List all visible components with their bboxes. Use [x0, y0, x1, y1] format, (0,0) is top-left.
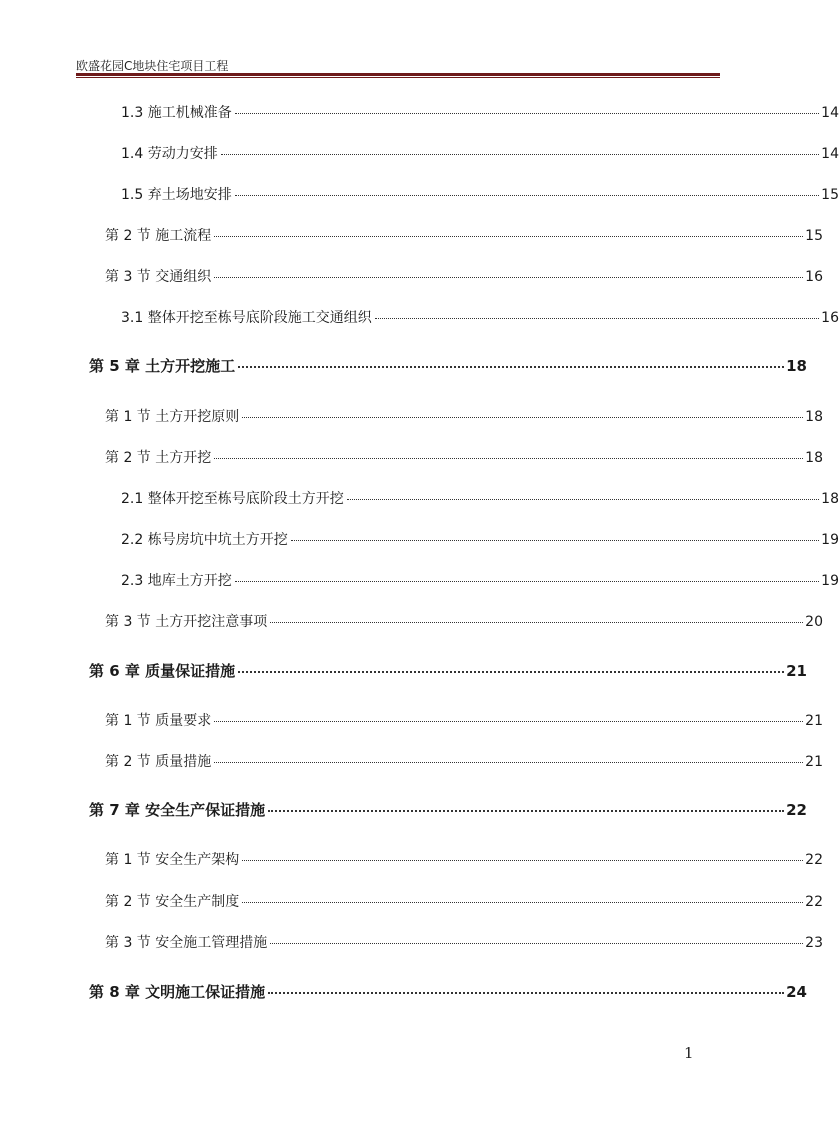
- toc-entry-number: 1.3: [121, 105, 144, 121]
- toc-entry-title: 整体开挖至栋号底阶段施工交通组织: [147, 310, 372, 326]
- toc-entry-page: 14: [821, 105, 839, 121]
- toc-entry[interactable]: [0, 225, 823, 245]
- toc-entry-number: 第 2 节: [105, 450, 151, 466]
- toc-entry-title: 施工机械准备: [147, 105, 232, 121]
- toc-entry-number: 第 8 章: [89, 983, 140, 1001]
- toc-entry-title: 劳动力安排: [147, 146, 218, 162]
- toc-dot-leader: [214, 458, 803, 459]
- toc-entry-number: 2.3: [121, 573, 144, 589]
- toc-entry[interactable]: [0, 751, 823, 771]
- toc-entry-number: 第 2 节: [105, 894, 151, 910]
- toc-entry-title: 质量措施: [155, 754, 212, 770]
- toc-entry-page: 20: [805, 614, 823, 630]
- toc-entry-number: 1.5: [121, 187, 144, 203]
- toc-entry-number: 第 3 节: [105, 614, 151, 630]
- toc-entry-page: 22: [786, 801, 807, 819]
- toc-dot-leader: [347, 499, 819, 500]
- toc-entry-title: 质量保证措施: [145, 662, 236, 680]
- toc-entry-number: 第 2 节: [105, 228, 151, 244]
- toc-entry-page: 23: [805, 935, 823, 951]
- toc-dot-leader: [238, 671, 784, 673]
- toc-entry-number: 第 1 节: [105, 852, 151, 868]
- toc-entry[interactable]: [0, 891, 823, 911]
- toc-entry-title: 土方开挖施工: [145, 357, 236, 375]
- toc-entry-title: 土方开挖: [155, 450, 212, 466]
- toc-entry[interactable]: [0, 143, 839, 163]
- toc-entry-page: 18: [786, 357, 807, 375]
- toc-entry-page: 19: [821, 532, 839, 548]
- toc-entry-page: 15: [805, 228, 823, 244]
- toc-dot-leader: [242, 860, 803, 861]
- toc-entry-page: 14: [821, 146, 839, 162]
- toc-entry-number: 1.4: [121, 146, 144, 162]
- toc-entry-page: 21: [805, 754, 823, 770]
- toc-entry[interactable]: [0, 184, 839, 204]
- toc-entry[interactable]: [0, 570, 839, 590]
- toc-dot-leader: [242, 417, 803, 418]
- toc-entry-title: 质量要求: [155, 713, 212, 729]
- toc-entry-title: 整体开挖至栋号底阶段土方开挖: [147, 491, 344, 507]
- toc-dot-leader: [268, 992, 784, 994]
- toc-entry[interactable]: [0, 529, 839, 549]
- toc-dot-leader: [268, 810, 784, 812]
- toc-entry-title: 交通组织: [155, 269, 212, 285]
- page-number: 1: [684, 1044, 694, 1062]
- toc-dot-leader: [221, 154, 819, 155]
- toc-entry-number: 第 2 节: [105, 754, 151, 770]
- toc-entry-number: 第 3 节: [105, 935, 151, 951]
- toc-entry-page: 22: [805, 852, 823, 868]
- toc-entry[interactable]: [0, 849, 823, 869]
- toc-dot-leader: [235, 113, 819, 114]
- toc-entry-title: 施工流程: [155, 228, 212, 244]
- toc-dot-leader: [214, 236, 803, 237]
- toc-entry-title: 安全生产架构: [155, 852, 240, 868]
- toc-entry-title: 土方开挖注意事项: [155, 614, 268, 630]
- toc-dot-leader: [291, 540, 819, 541]
- toc-dot-leader: [235, 581, 819, 582]
- toc-dot-leader: [214, 762, 803, 763]
- toc-dot-leader: [242, 902, 803, 903]
- toc-entry-page: 18: [821, 491, 839, 507]
- toc-entry-title: 弃土场地安排: [147, 187, 232, 203]
- toc-entry-number: 第 5 章: [89, 357, 140, 375]
- toc-entry-page: 18: [805, 409, 823, 425]
- toc-entry-page: 15: [821, 187, 839, 203]
- toc-entry[interactable]: [0, 102, 839, 122]
- toc-entry-title: 地库土方开挖: [147, 573, 232, 589]
- toc-dot-leader: [238, 366, 784, 368]
- toc-entry-page: 21: [805, 713, 823, 729]
- toc-entry[interactable]: [0, 799, 807, 820]
- toc-entry[interactable]: [0, 660, 807, 681]
- toc-entry-page: 22: [805, 894, 823, 910]
- toc-entry-page: 24: [786, 983, 807, 1001]
- toc-entry[interactable]: [0, 355, 807, 376]
- toc-entry-page: 18: [805, 450, 823, 466]
- toc-entry-number: 3.1: [121, 310, 144, 326]
- toc-entry[interactable]: [0, 266, 823, 286]
- toc-entry-number: 第 3 节: [105, 269, 151, 285]
- toc-entry-title: 安全生产制度: [155, 894, 240, 910]
- toc-entry-number: 第 1 节: [105, 713, 151, 729]
- toc-entry[interactable]: [0, 710, 823, 730]
- toc-entry[interactable]: [0, 981, 807, 1002]
- toc-entry-number: 2.2: [121, 532, 144, 548]
- toc-entry-number: 第 6 章: [89, 662, 140, 680]
- toc-entry[interactable]: [0, 447, 823, 467]
- toc-entry-page: 16: [805, 269, 823, 285]
- toc-entry-number: 2.1: [121, 491, 144, 507]
- toc-entry-number: 第 7 章: [89, 801, 140, 819]
- toc-dot-leader: [375, 318, 819, 319]
- toc-entry[interactable]: [0, 932, 823, 952]
- toc-entry[interactable]: [0, 307, 839, 327]
- toc-entry[interactable]: [0, 406, 823, 426]
- toc-entry-page: 19: [821, 573, 839, 589]
- document-header-title: 欧盛花园C地块住宅项目工程: [76, 59, 229, 73]
- toc-entry-page: 16: [821, 310, 839, 326]
- toc-entry-number: 第 1 节: [105, 409, 151, 425]
- toc-dot-leader: [270, 622, 803, 623]
- toc-entry-title: 栋号房坑中坑土方开挖: [147, 532, 288, 548]
- toc-entry-title: 安全施工管理措施: [155, 935, 268, 951]
- toc-entry[interactable]: [0, 611, 823, 631]
- toc-dot-leader: [214, 721, 803, 722]
- toc-dot-leader: [270, 943, 803, 944]
- toc-dot-leader: [235, 195, 819, 196]
- toc-entry[interactable]: [0, 488, 839, 508]
- toc-entry-title: 土方开挖原则: [155, 409, 240, 425]
- toc-entry-title: 文明施工保证措施: [145, 983, 266, 1001]
- toc-dot-leader: [214, 277, 803, 278]
- toc-entry-title: 安全生产保证措施: [145, 801, 266, 819]
- toc-entry-page: 21: [786, 662, 807, 680]
